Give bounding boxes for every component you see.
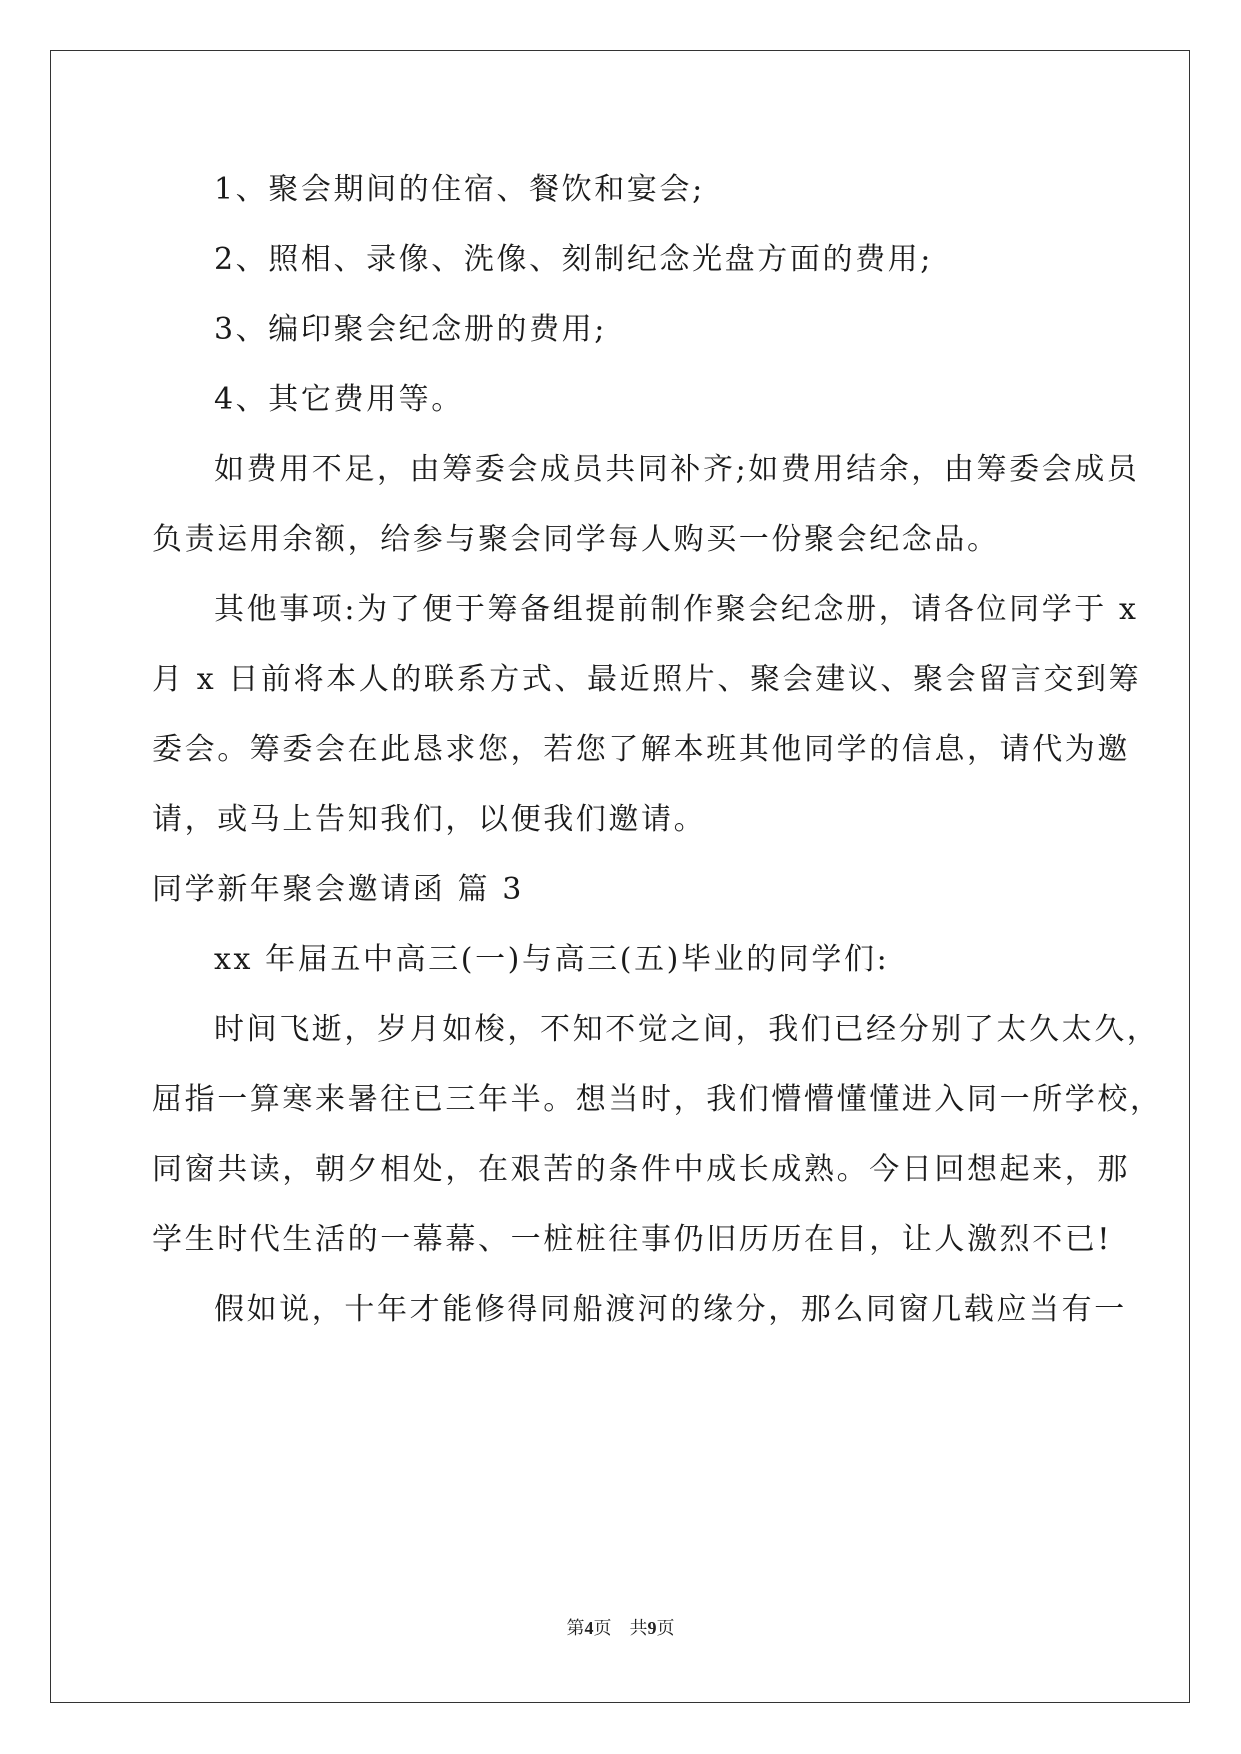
footer-mid: 页 共 [593, 1618, 648, 1638]
list-item-3: 3、编印聚会纪念册的费用; [214, 312, 607, 347]
total-page-count: 9 [647, 1618, 657, 1638]
paragraph-line: 学生时代生活的一幕幕、一桩桩往事仍旧历历在目，让人激烈不已! [152, 1222, 1113, 1257]
page-footer [0, 1614, 1241, 1640]
paragraph-line: 同窗共读，朝夕相处，在艰苦的条件中成长成熟。今日回想起来，那 [152, 1152, 1130, 1187]
paragraph-line: 如费用不足，由筹委会成员共同补齐;如费用结余，由筹委会成员 [214, 452, 1140, 487]
paragraph-line: 月 x 日前将本人的联系方式、最近照片、聚会建议、聚会留言交到筹 [152, 662, 1142, 697]
section-heading: 同学新年聚会邀请函 篇 3 [152, 872, 524, 907]
current-page-number: 4 [584, 1618, 594, 1638]
paragraph-line: 委会。筹委会在此恳求您，若您了解本班其他同学的信息，请代为邀 [152, 732, 1130, 767]
footer-prefix: 第 [566, 1618, 585, 1638]
footer-suffix: 页 [656, 1618, 675, 1638]
paragraph-line: 请，或马上告知我们，以便我们邀请。 [152, 802, 707, 837]
paragraph-line: 负责运用余额，给参与聚会同学每人购买一份聚会纪念品。 [152, 522, 1000, 557]
list-item-1: 1、聚会期间的住宿、餐饮和宴会; [214, 172, 705, 207]
list-item-2: 2、照相、录像、洗像、刻制纪念光盘方面的费用; [214, 242, 933, 277]
paragraph-line: 其他事项:为了便于筹备组提前制作聚会纪念册，请各位同学于 x [214, 592, 1139, 627]
list-item-4: 4、其它费用等。 [214, 382, 464, 417]
paragraph-line: 时间飞逝，岁月如梭，不知不觉之间，我们已经分别了太久太久， [214, 1012, 1160, 1047]
paragraph-line: 屈指一算寒来暑往已三年半。想当时，我们懵懵懂懂进入同一所学校， [152, 1082, 1163, 1117]
salutation: xx 年届五中高三(一)与高三(五)毕业的同学们: [214, 942, 890, 977]
paragraph-line: 假如说，十年才能修得同船渡河的缘分，那么同窗几载应当有一 [214, 1292, 1127, 1327]
